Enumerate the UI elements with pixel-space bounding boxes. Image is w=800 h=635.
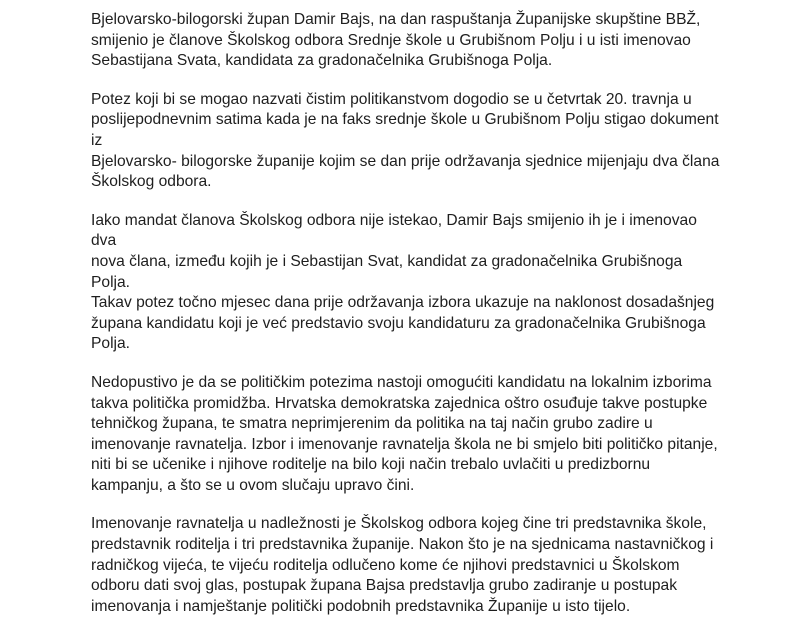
document-page — [91, 10, 721, 635]
paragraph-1: Bjelovarsko-bilogorski župan Damir Bajs, na dan raspuštanja Županijske skupštine BBŽ, smijenio je članove Školskog odbora Srednje škole u Grubišnom Polju i u isti imenovao Sebastijana Svata, kandidata za gradonačelnika Grubišnoga Polja. — [91, 11, 701, 70]
paragraph-2: Potez koji bi se mogao nazvati čistim politikanstvom dogodio se u četvrtak 20. travnja u poslijepodnevnim satima kada je na faks srednje škole u Grubišnom Polju stigao dokument iz Bjelovarsko- bilogorske županije kojim se dan prije održavanja sjednice mijenjaju dva člana Školskog odbora. — [91, 90, 720, 191]
paragraph-3: Iako mandat članova Školskog odbora nije istekao, Damir Bajs smijenio ih je i imenovao dva nova člana, između kojih je i Sebastijan Svat, kandidat za gradonačelnika Grubišnoga Polja. Takav potez točno mjesec dana prije održavanja izbora ukazuje na naklonost dosadašnjeg župana kandidatu koji je već predstavio svoju kandidaturu za gradonačelnika Grubišnoga Polja. — [91, 211, 715, 353]
paragraph-5: Imenovanje ravnatelja u nadležnosti je Školskog odbora kojeg čine tri predstavnika škole, predstavnik roditelja i tri predstavnika županije. Nakon što je na sjednicama nastavničkog i radničkog vijeća, te vijeću roditelja odlučeno kome će njihovi predstavnici u Školskom odboru dati svoj glas, postupak župana Bajsa predstavlja grubo zadiranje u postupak imenovanja i namještanje politički podobnih predstavnika Županije u isto tijelo. — [91, 515, 714, 615]
paragraph-4: Nedopustivo je da se političkim potezima nastoji omogućiti kandidatu na lokalnim izborima takva politička promidžba. Hrvatska demokratska zajednica oštro osuđuje takve postupke tehničkog župana, te smatra neprimjerenim da politika na taj način grubo zadire u imenovanje ravnatelja. Izbor i imenovanje ravnatelja škola ne bi smjelo biti političko pitanje, niti bi se učenike i njihove roditelje na bilo koji način trebalo uvlačiti u predizbornu kampanju, a što se u ovom slučaju upravo čini. — [91, 373, 718, 494]
